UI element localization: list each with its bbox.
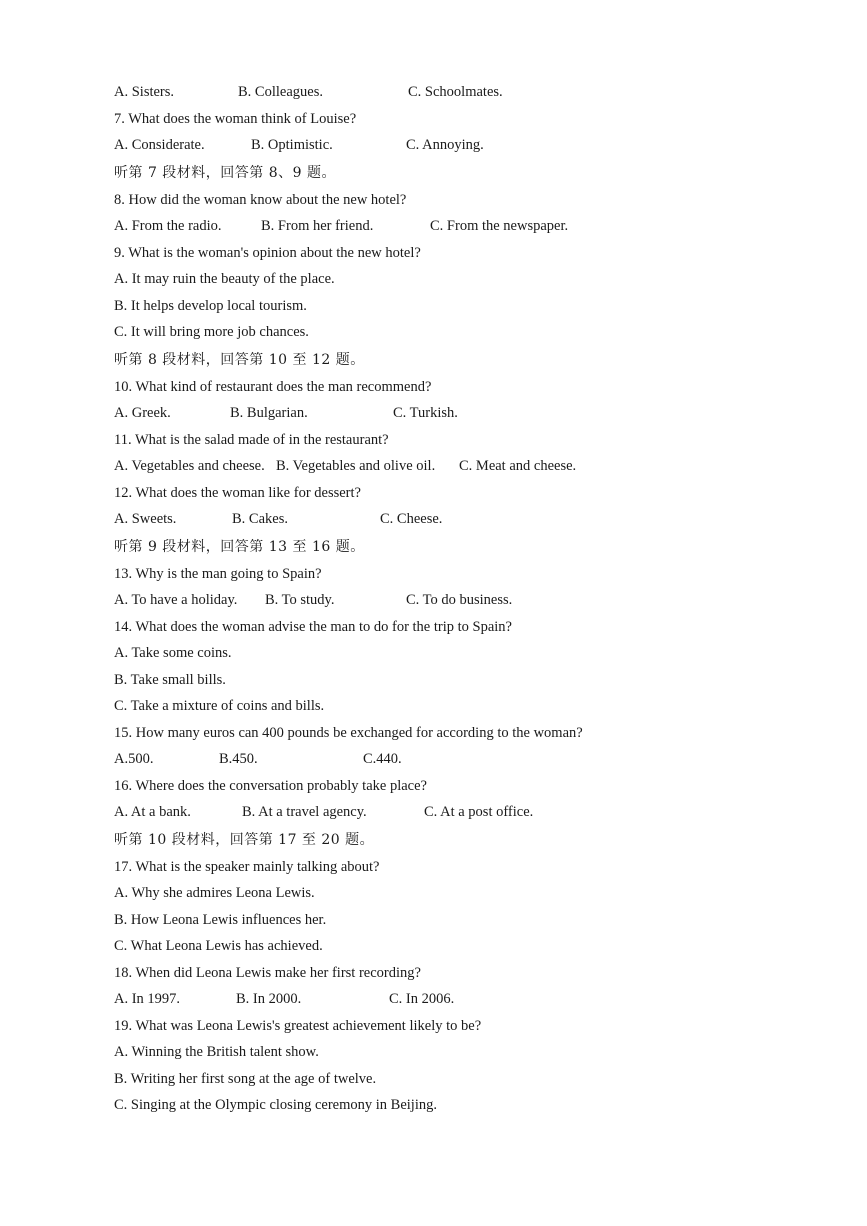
question-16: 16. Where does the conversation probably take place? — [114, 777, 427, 794]
option-a: A.500. — [114, 751, 154, 767]
options-row — [114, 799, 754, 826]
options-row — [114, 587, 754, 614]
option-b: B. Writing her first song at the age of twelve. — [114, 1070, 377, 1087]
option-a: A. Sweets. — [114, 511, 177, 527]
option-b: B. Cakes. — [232, 511, 288, 527]
option-c: C.440. — [363, 751, 402, 767]
question-18: 18. When did Leona Lewis make her first recording? — [114, 964, 421, 981]
exam-page — [114, 79, 754, 1119]
option-a: A. Considerate. — [114, 137, 205, 153]
option-b: B. Colleagues. — [238, 84, 323, 100]
question-9: 9. What is the woman's opinion about the new hotel? — [114, 244, 421, 261]
option-b: B. How Leona Lewis influences her. — [114, 911, 327, 928]
options-row — [114, 132, 754, 159]
option-b: B. In 2000. — [236, 991, 302, 1007]
option-a: A. Vegetables and cheese. — [114, 458, 265, 474]
option-b: B. To study. — [265, 592, 335, 608]
option-a: A. Take some coins. — [114, 645, 232, 661]
option-c: C. Take a mixture of coins and bills. — [114, 698, 325, 714]
options-row — [114, 79, 754, 106]
section-heading: 听第 10 段材料，回答第 17 至 20 题。 — [114, 831, 375, 848]
question-8: 8. How did the woman know about the new hotel? — [114, 191, 407, 208]
options-row — [114, 986, 754, 1013]
question-10: 10. What kind of restaurant does the man recommend? — [114, 378, 432, 395]
option-a: A. From the radio. — [114, 218, 222, 234]
option-a: A. Winning the British talent show. — [114, 1044, 319, 1060]
question-19: 19. What was Leona Lewis's greatest achievement likely to be? — [114, 1017, 482, 1034]
option-c: C. In 2006. — [389, 991, 455, 1007]
option-a: A. To have a holiday. — [114, 592, 238, 608]
option-c: C. It will bring more job chances. — [114, 324, 309, 340]
option-c: C. At a post office. — [424, 804, 534, 820]
option-b: B. Optimistic. — [251, 137, 333, 153]
option-c: C. From the newspaper. — [430, 218, 569, 234]
options-row — [114, 453, 754, 480]
option-b: B. Take small bills. — [114, 671, 226, 688]
option-b: B.450. — [219, 751, 258, 767]
option-c: C. Meat and cheese. — [459, 458, 577, 474]
section-heading: 听第 7 段材料，回答第 8、9 题。 — [114, 164, 337, 181]
option-a: A. In 1997. — [114, 991, 181, 1007]
option-a: A. Why she admires Leona Lewis. — [114, 885, 315, 901]
option-b: B. From her friend. — [261, 218, 374, 234]
question-15: 15. How many euros can 400 pounds be exchanged for according to the woman? — [114, 724, 583, 741]
question-7: 7. What does the woman think of Louise? — [114, 110, 357, 127]
question-17: 17. What is the speaker mainly talking about? — [114, 858, 380, 875]
option-a: A. Greek. — [114, 405, 171, 421]
option-b: B. It helps develop local tourism. — [114, 297, 307, 314]
option-c: C. Turkish. — [393, 405, 458, 421]
option-a: A. It may ruin the beauty of the place. — [114, 271, 335, 287]
section-heading: 听第 9 段材料，回答第 13 至 16 题。 — [114, 538, 365, 555]
option-a: A. At a bank. — [114, 804, 191, 820]
options-row — [114, 213, 754, 240]
option-c: C. What Leona Lewis has achieved. — [114, 938, 323, 954]
option-c: C. Cheese. — [380, 511, 443, 527]
options-row — [114, 506, 754, 533]
option-b: B. Vegetables and olive oil. — [276, 458, 436, 474]
option-c: C. Schoolmates. — [408, 84, 503, 100]
option-c: C. To do business. — [406, 592, 513, 608]
option-b: B. Bulgarian. — [230, 405, 308, 421]
question-12: 12. What does the woman like for dessert? — [114, 484, 361, 501]
section-heading: 听第 8 段材料，回答第 10 至 12 题。 — [114, 351, 365, 368]
question-14: 14. What does the woman advise the man to do for the trip to Spain? — [114, 618, 512, 635]
options-row — [114, 746, 754, 773]
option-b: B. At a travel agency. — [242, 804, 367, 820]
option-c: C. Annoying. — [406, 137, 484, 153]
options-row — [114, 400, 754, 427]
question-13: 13. Why is the man going to Spain? — [114, 565, 322, 582]
question-11: 11. What is the salad made of in the restaurant? — [114, 431, 389, 448]
option-c: C. Singing at the Olympic closing ceremony in Beijing. — [114, 1097, 437, 1113]
option-a: A. Sisters. — [114, 84, 175, 100]
